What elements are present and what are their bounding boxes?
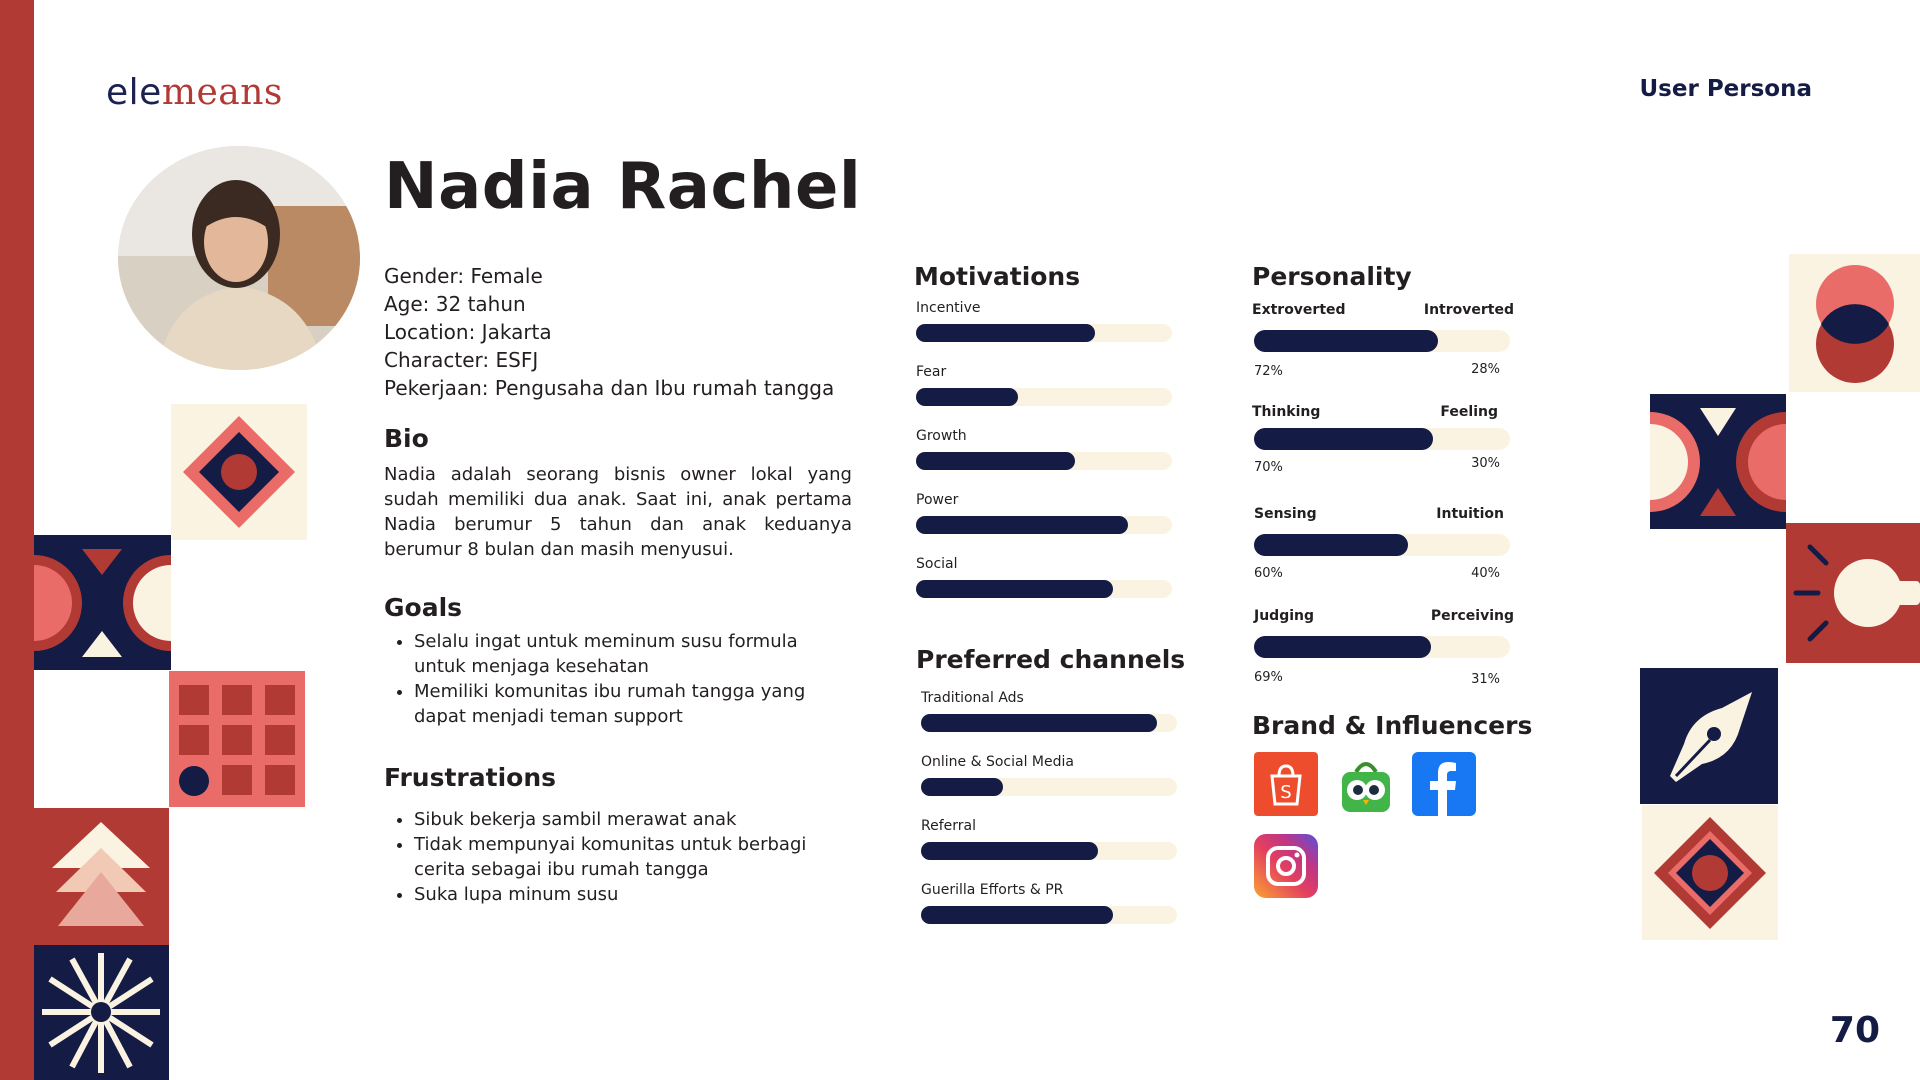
personality-row: [1252, 608, 1514, 710]
brand-logo: elemeans: [106, 72, 283, 113]
shopee-icon[interactable]: [1254, 752, 1318, 816]
personality-right-pct: 40%: [1471, 566, 1500, 581]
channel-label: Referral: [921, 818, 976, 834]
channel-row: [921, 754, 1177, 818]
info-location: Location: Jakarta: [384, 320, 552, 344]
info-age: Age: 32 tahun: [384, 292, 526, 316]
motivations-heading: Motivations: [914, 262, 1081, 291]
channel-label: Guerilla Efforts & PR: [921, 882, 1064, 898]
motivation-track: [916, 580, 1172, 598]
personality-row: [1252, 404, 1514, 506]
personality-row: [1252, 506, 1514, 608]
personality-track: [1254, 428, 1510, 450]
motivation-label: Growth: [916, 428, 967, 444]
channel-fill: [921, 778, 1003, 796]
channel-track: [921, 714, 1177, 732]
channel-fill: [921, 906, 1113, 924]
persona-info: [384, 262, 834, 402]
info-character: Character: ESFJ: [384, 348, 539, 372]
left-accent-strip: [0, 0, 34, 1080]
channels-list: [921, 690, 1177, 946]
personality-track: [1254, 534, 1510, 556]
bio-heading: Bio: [384, 424, 429, 453]
list-item: • Suka lupa minum susu: [414, 882, 834, 907]
motivation-row: [916, 556, 1172, 620]
diamond-tile-right: [1642, 805, 1778, 940]
motivation-track: [916, 452, 1172, 470]
personality-track: [1254, 330, 1510, 352]
motivation-fill: [916, 388, 1018, 406]
list-item: • Sibuk bekerja sambil merawat anak: [414, 807, 834, 832]
motivation-row: [916, 428, 1172, 492]
brands-heading: Brand & Influencers: [1252, 711, 1533, 740]
motivation-label: Power: [916, 492, 959, 508]
grid-tile: [169, 671, 305, 807]
personality-right-pct: 28%: [1471, 362, 1500, 377]
personality-fill: [1254, 428, 1433, 450]
triangles-tile: [34, 808, 169, 945]
goals-list: [384, 629, 834, 729]
motivation-label: Social: [916, 556, 958, 572]
motivation-fill: [916, 324, 1095, 342]
channel-fill: [921, 842, 1098, 860]
motivations-list: [916, 300, 1172, 620]
motivation-row: [916, 300, 1172, 364]
channel-track: [921, 906, 1177, 924]
list-item: • Tidak mempunyai komunitas untuk berbagi cerita sebagai ibu rumah tangga: [414, 832, 834, 882]
channel-label: Traditional Ads: [921, 690, 1024, 706]
channel-track: [921, 778, 1177, 796]
lightbulb-tile: [1786, 523, 1920, 663]
personality-row: [1252, 302, 1514, 404]
motivation-track: [916, 388, 1172, 406]
personality-right-pct: 31%: [1471, 672, 1500, 687]
personality-heading: Personality: [1252, 262, 1412, 291]
channel-row: [921, 690, 1177, 754]
hourglass-tile-right: [1650, 394, 1786, 529]
motivation-track: [916, 324, 1172, 342]
page-title: User Persona: [1639, 76, 1812, 102]
channel-row: [921, 818, 1177, 882]
personality-right-label: Feeling: [1440, 404, 1498, 420]
personality-left-pct: 60%: [1254, 566, 1283, 581]
personality-left-pct: 69%: [1254, 670, 1283, 685]
circles-tile: [1789, 254, 1920, 392]
persona-name: Nadia Rachel: [384, 150, 862, 224]
personality-left-pct: 70%: [1254, 460, 1283, 475]
motivation-label: Incentive: [916, 300, 981, 316]
persona-avatar: [118, 146, 360, 370]
personality-right-label: Introverted: [1423, 302, 1514, 318]
motivation-fill: [916, 580, 1113, 598]
list-item: • Selalu ingat untuk meminum susu formula untuk menjaga kesehatan: [414, 629, 834, 679]
facebook-icon[interactable]: [1412, 752, 1476, 816]
motivation-fill: [916, 516, 1128, 534]
info-gender: Gender: Female: [384, 264, 543, 288]
motivation-row: [916, 364, 1172, 428]
motivation-row: [916, 492, 1172, 556]
tokopedia-icon[interactable]: [1334, 752, 1398, 816]
personality-track: [1254, 636, 1510, 658]
channel-row: [921, 882, 1177, 946]
hourglass-tile: [34, 535, 171, 670]
frustrations-list: [384, 807, 834, 907]
instagram-icon[interactable]: [1254, 834, 1318, 898]
info-occupation: Pekerjaan: Pengusaha dan Ibu rumah tangga: [384, 376, 835, 400]
personality-left-label: Thinking: [1252, 404, 1321, 420]
personality-right-label: Intuition: [1436, 506, 1504, 522]
personality-fill: [1254, 534, 1408, 556]
list-item: • Memiliki komunitas ibu rumah tangga yang dapat menjadi teman support: [414, 679, 834, 729]
channel-label: Online & Social Media: [921, 754, 1074, 770]
personality-left-label: Sensing: [1254, 506, 1317, 522]
personality-left-label: Judging: [1254, 608, 1315, 624]
page-number: 70: [1829, 1010, 1880, 1051]
personality-list: [1252, 302, 1514, 710]
motivation-fill: [916, 452, 1075, 470]
channel-track: [921, 842, 1177, 860]
sunburst-tile: [34, 945, 169, 1080]
svg-text:S: S: [1280, 782, 1292, 803]
personality-left-pct: 72%: [1254, 364, 1283, 379]
motivation-track: [916, 516, 1172, 534]
goals-heading: Goals: [384, 593, 463, 622]
channels-heading: Preferred channels: [916, 645, 1186, 674]
personality-right-label: Perceiving: [1430, 608, 1514, 624]
personality-left-label: Extroverted: [1252, 302, 1346, 318]
pen-nib-tile: [1640, 668, 1778, 804]
personality-right-pct: 30%: [1471, 456, 1500, 471]
personality-fill: [1254, 636, 1431, 658]
frustrations-heading: Frustrations: [384, 763, 557, 792]
diamond-tile: [171, 404, 307, 540]
motivation-label: Fear: [916, 364, 947, 380]
channel-fill: [921, 714, 1157, 732]
bio-text: Nadia adalah seorang bisnis owner lokal yang sudah memiliki dua anak. Saat ini, anak pertama Nadia berumur 5 tahun dan anak keduanya berumur 8 bulan dan masih menyusui.: [384, 464, 852, 560]
personality-fill: [1254, 330, 1438, 352]
